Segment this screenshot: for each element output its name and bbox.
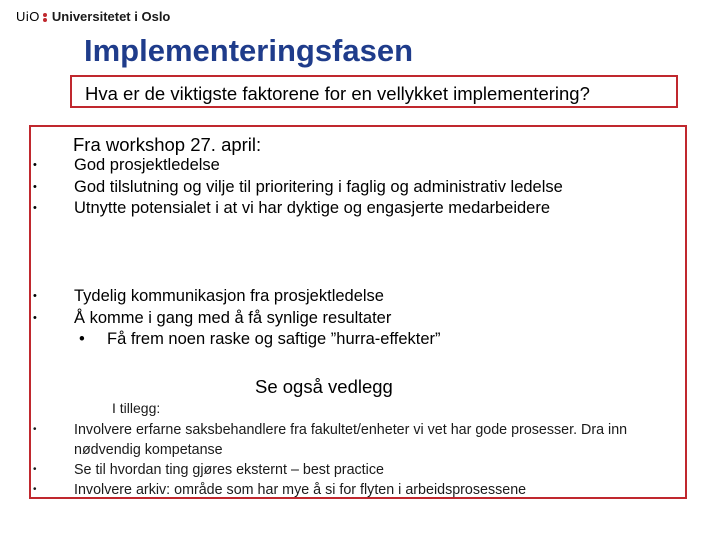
bullet-icon: • [33,311,37,324]
bullet-icon: • [33,290,37,302]
see-also-text: Se også vedlegg [255,376,393,397]
list-item-text: Se til hvordan ting gjøres eksternt – best practice [74,462,384,478]
list-item [33,420,679,460]
list-item-text: God tilslutning og vilje til prioritering i faglig og administrativ ledelse [74,177,563,196]
bullet-list-group1 [33,155,574,220]
bullet-icon: • [33,464,37,475]
list-item [33,286,594,308]
list-item [33,480,679,500]
sub-list-item-text: Få frem noen raske og saftige ”hurra-effekter” [107,330,441,348]
sub-bullet-icon: • [79,330,85,348]
bullet-list-group2 [33,286,594,351]
addendum-label: I tillegg: [112,400,161,416]
logo-prefix: UiO [16,9,40,24]
logo-dots-icon [43,12,49,23]
logo-text: Universitetet i Oslo [51,9,171,24]
list-item [33,177,574,199]
list-item-text: Involvere arkiv: område som har mye å si for flyten i arbeidsprosessene [74,482,527,498]
list-item-text: God prosjektledelse [74,156,220,174]
list-item-text: Involvere erfarne saksbehandlere fra fakultet/enheter vi vet har gode prosesser. Dra inn nødvendig kompetanse [74,422,628,458]
list-item [33,155,574,177]
workshop-heading: Fra workshop 27. april: [73,134,262,155]
bullet-list-group3 [33,420,679,500]
bullet-icon: • [33,484,37,495]
list-item [33,460,679,480]
list-item-text: Tydelig kommunikasjon fra prosjektledelse [74,287,384,305]
question-text: Hva er de viktigste faktorene for en vellykket implementering? [85,83,590,104]
list-item-text: Utnytte potensialet i at vi har dyktige og engasjerte medarbeidere [74,199,551,217]
uio-logo [16,9,170,24]
question-box [70,75,678,108]
bullet-icon: • [33,159,37,171]
list-item-text: Å komme i gang med å få synlige resultater [74,308,392,327]
bullet-icon: • [33,180,37,193]
bullet-icon: • [33,424,37,435]
slide-title: Implementeringsfasen [84,33,414,68]
sub-list-item [74,329,594,351]
bullet-icon: • [33,202,37,214]
list-item [33,198,574,220]
list-item [33,308,594,330]
